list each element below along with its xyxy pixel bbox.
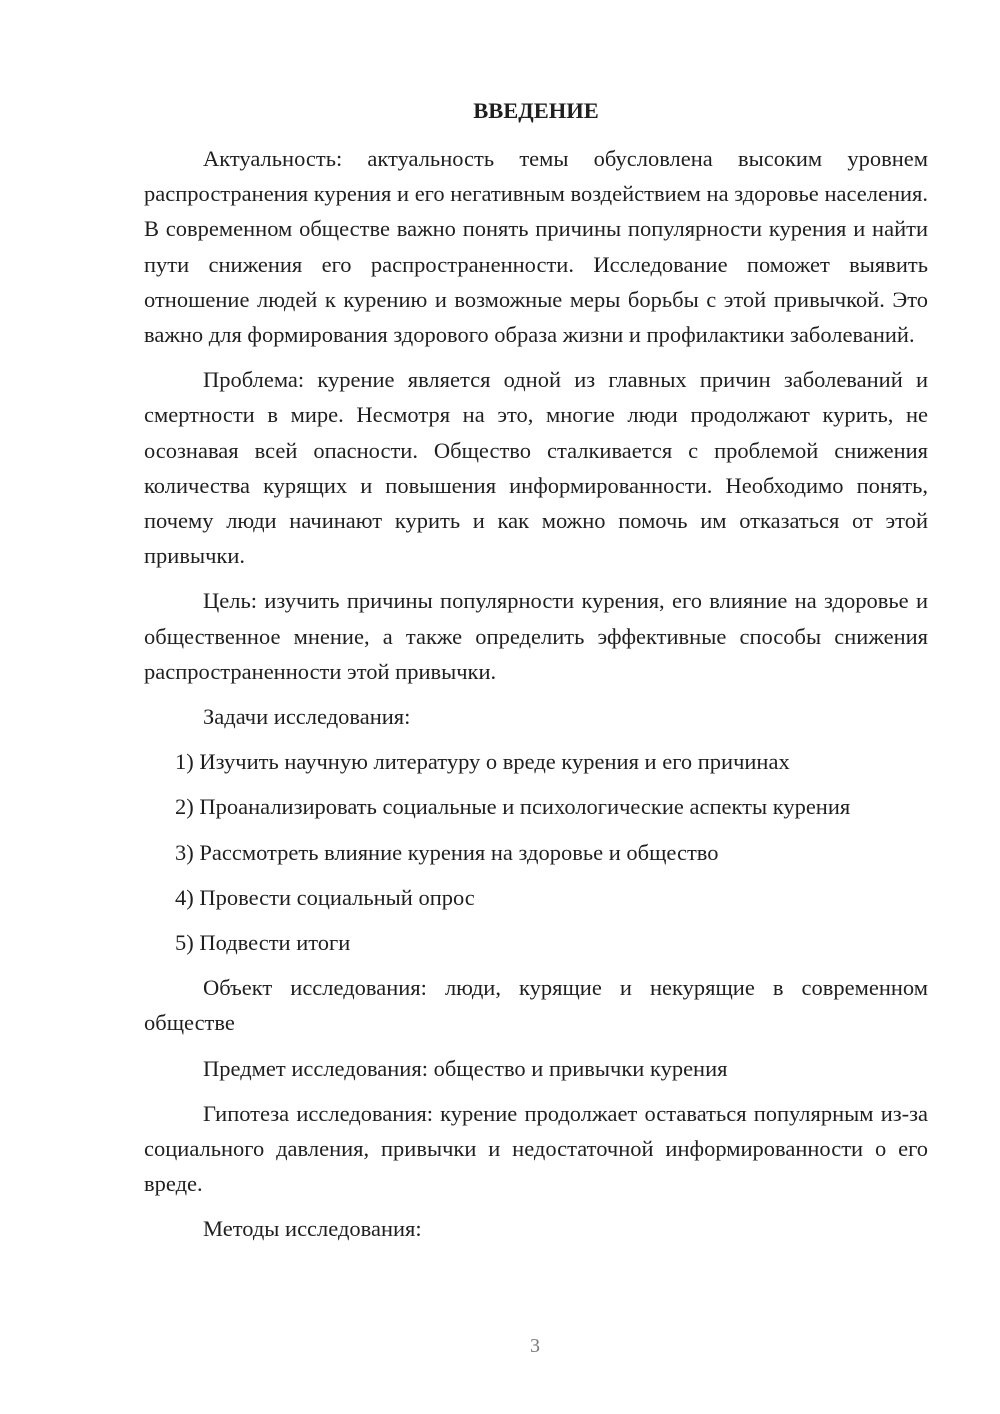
object-paragraph: Объект исследования: люди, курящие и некурящие в современном обществе	[144, 975, 928, 1036]
goal-paragraph: Цель: изучить причины популярности курения, его влияние на здоровье и общественное мнение, а также определить эффективные способы снижения распространенности этой привычки.	[144, 588, 928, 684]
tasks-list	[144, 744, 928, 960]
hypothesis-paragraph: Гипотеза исследования: курение продолжает оставаться популярным из-за социального давления, привычки и недостаточной информированности о его вреде.	[144, 1100, 928, 1197]
methods-title: Методы исследования:	[203, 1216, 422, 1242]
list-item: 2) Проанализировать социальные и психологические аспекты курения	[175, 794, 851, 820]
page-content	[144, 96, 928, 1257]
problem-paragraph: Проблема: курение является одной из главных причин заболеваний и смертности в мире. Несмотря на это, многие люди продолжают курить, не осознавая всей опасности. Общество сталкивается с проблемой снижения количества курящих и повышения информированности. Необходимо понять, почему люди начинают курить и как можно помочь им отказаться от этой привычки.	[144, 367, 928, 569]
page-number: 3	[530, 1335, 540, 1357]
relevance-paragraph: Актуальность: актуальность темы обусловлена высоким уровнем распространения курения и его негативным воздействием на здоровье населения. В современном обществе важно понять причины популярности курения и найти пути снижения его распространенности. Исследование поможет выявить отношение людей к курению и возможные меры борьбы с этой привычкой. Это важно для формирования здорового образа жизни и профилактики заболеваний.	[144, 146, 928, 348]
list-item: 3) Рассмотреть влияние курения на здоровье и общество	[175, 839, 719, 865]
list-item: 5) Подвести итоги	[175, 930, 351, 956]
list-item: 1) Изучить научную литературу о вреде курения и его причинах	[175, 749, 790, 775]
tasks-title: Задачи исследования:	[203, 704, 411, 730]
section-heading: ВВЕДЕНИЕ	[473, 98, 599, 123]
subject-paragraph: Предмет исследования: общество и привычки курения	[203, 1055, 728, 1081]
list-item: 4) Провести социальный опрос	[175, 884, 475, 910]
